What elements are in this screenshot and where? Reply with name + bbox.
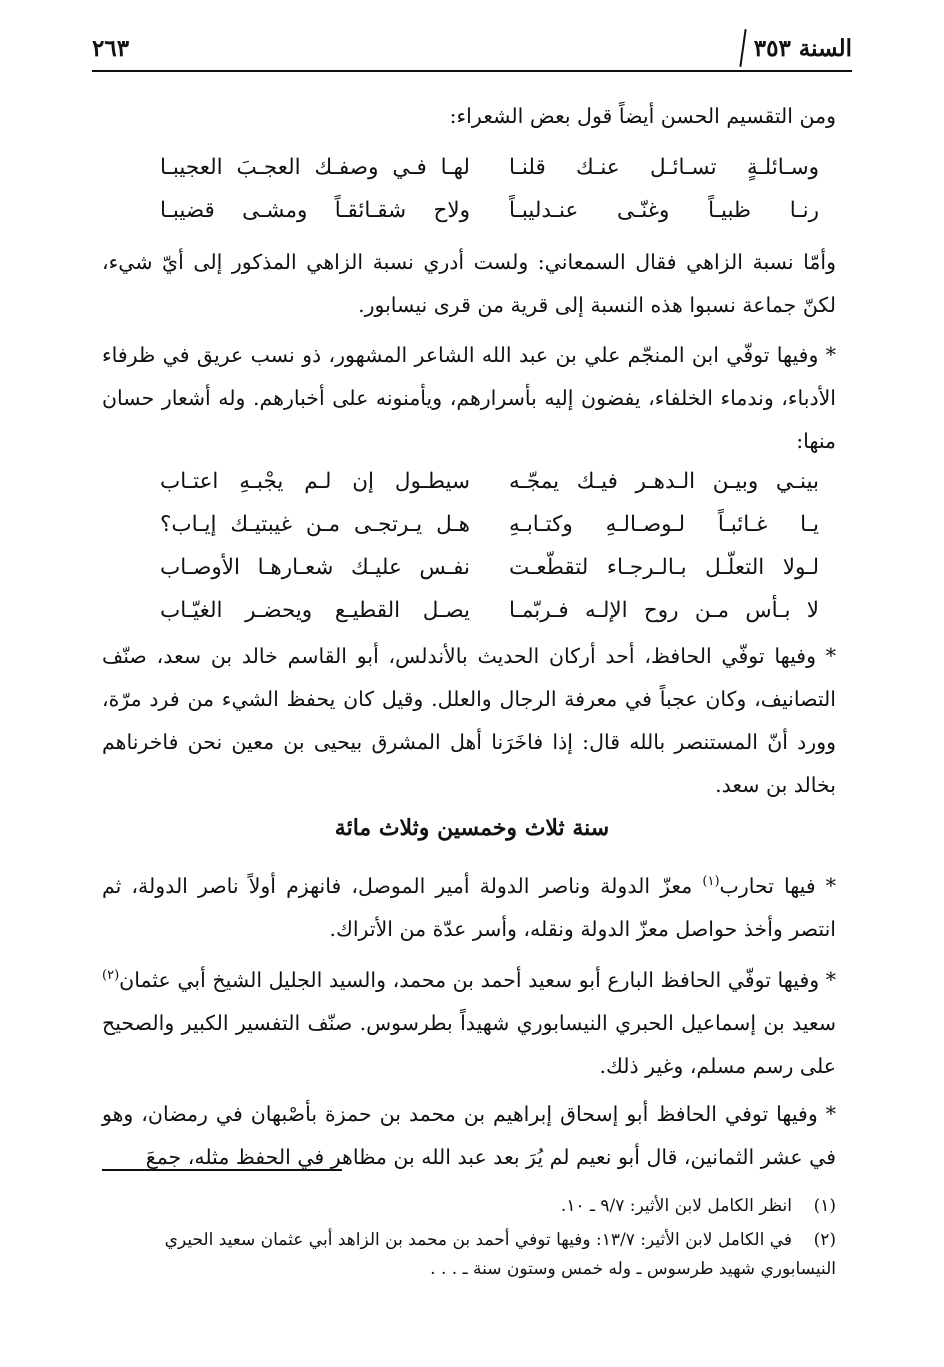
running-head — [742, 29, 852, 67]
verse-second-hemistich: لهـا فـي وصفـك العجـبَ العجيبـا — [160, 155, 470, 180]
khalid-paragraph: * وفيها توفّي الحافظ، أحد أركان الحديث بالأندلس، أبو القاسم خالد بن سعد، صنّف التصانيف، وكان عجباً في معرفة الرجال والعلل. وقيل كان يحفظ الشيء من فرد مرّة، وورد أنّ المستنصر بالله قال: إذا فاخَرَنا أهل المشرق بيحيى بن معين نحن فاخرناهم بخالد بن سعد. — [102, 644, 836, 797]
header-rule — [92, 70, 852, 72]
verse-second-hemistich: سيطـول إن لـم يجْبـهِ اعتـاب — [160, 469, 470, 494]
verse-line — [160, 589, 819, 632]
footnote-number: (٢) — [813, 1230, 836, 1250]
harb-paragraph — [102, 865, 836, 951]
intro-paragraph: ومن التقسيم الحسن أيضاً قول بعض الشعراء: — [449, 104, 836, 128]
verse-first-hemistich: لا بـأس مـن روح الإلـه فـربّمـا — [509, 598, 819, 623]
footnote-1 — [102, 1192, 836, 1221]
verse-second-hemistich: ولاح شقـائقـاً ومشـى قضيبـا — [160, 198, 470, 223]
footnote-2 — [102, 1226, 836, 1284]
harb-text-start: * فيها تحارب — [719, 874, 836, 898]
verse-first-hemistich: بينـي وبيـن الـدهـر فيـك يمجّـه — [509, 469, 819, 494]
harb-text-end: معزّ الدولة وناصر الدولة أمير الموصل، فانهزم أولاً ناصر الدولة، ثم انتصر وأخذ حواصل معزّ الدولة ونقله، وأسر عدّة من الأتراك. — [102, 874, 836, 941]
poem-2 — [160, 460, 819, 632]
verse-first-hemistich: يـا غـائبـاً لـوصـالـهِ وكتـابـهِ — [509, 512, 819, 537]
verse-second-hemistich: هـل يـرتجـى مـن غيبتيـك إيـاب؟ — [160, 512, 470, 537]
year-label: السنة ٣٥٣ — [753, 34, 852, 62]
verse-line — [160, 503, 819, 546]
page-header — [92, 28, 852, 68]
footnote-rule — [102, 1169, 342, 1171]
verse-line — [160, 146, 819, 189]
page-number: ٢٦٣ — [92, 34, 130, 62]
verse-second-hemistich: نفـس عليـك شعـارهـا الأوصـاب — [160, 555, 470, 580]
section-heading: سنة ثلاث وخمسين وثلاث مائة — [334, 815, 610, 841]
bari-text-start: * وفيها توفّي الحافظ البارع أبو سعيد أحمد بن محمد، والسيد الجليل الشيخ أبي عثمان — [119, 968, 836, 992]
footnote-text: في الكامل لابن الأثير: ١٣/٧: وفيها توفي أحمد بن محمد بن الزاهد أبي عثمان سعيد الحيري النيسابوري شهيد طرسوس ـ وله خمس وستون سنة ـ . . . — [164, 1230, 836, 1279]
header-separator — [739, 29, 746, 67]
verse-line — [160, 546, 819, 589]
munajjim-paragraph: * وفيها توفّي ابن المنجّم علي بن عبد الله الشاعر المشهور، ذو نسب عريق في ظرفاء الأدباء، وندماء الخلفاء، يفضون إليه بأسرارهم، ويأمنونه على أخبارهم. وله أشعار حسان منها: — [102, 343, 836, 453]
footnote-ref-1: (١) — [702, 874, 720, 890]
zahi-paragraph: وأمّا نسبة الزاهي فقال السمعاني: ولست أدري نسبة الزاهي المذكور إلى أيّ شيء، لكنّ جماعة نسبوا هذه النسبة إلى قرية من قرى نيسابور. — [102, 250, 836, 317]
footnote-text: انظر الكامل لابن الأثير: ٩/٧ ـ ١٠. — [560, 1196, 792, 1216]
footnote-number: (١) — [813, 1196, 836, 1216]
verse-second-hemistich: يصـل القطيـع ويحضـر الغيّـاب — [160, 598, 470, 623]
ishaq-paragraph: * وفيها توفي الحافظ أبو إسحاق إبراهيم بن محمد بن حمزة بأصْبهان في رمضان، وهو في عشر الثمانين، قال أبو نعيم لم يُرَ بعد عبد الله بن مظاهر في الحفظ مثله، جمعَ — [102, 1102, 836, 1169]
bari-text-end: سعيد بن إسماعيل الحبري النيسابوري شهيداً بطرسوس. صنّف التفسير الكبير والصحيح على رسم مسلم، وغير ذلك. — [102, 1011, 836, 1078]
poem-1 — [160, 146, 819, 232]
verse-first-hemistich: وسـائلـةٍ تسـائـل عنـك قلنـا — [509, 155, 819, 180]
verse-first-hemistich: لـولا التعلّـل بـالـرجـاء لتقطّعـت — [509, 555, 819, 580]
verse-line — [160, 460, 819, 503]
verse-first-hemistich: رنـا ظبيـاً وغنّـى عنـدليبـاً — [509, 198, 819, 223]
bari-paragraph — [102, 959, 836, 1088]
footnote-ref-2: (٢) — [102, 968, 120, 984]
verse-line — [160, 189, 819, 232]
